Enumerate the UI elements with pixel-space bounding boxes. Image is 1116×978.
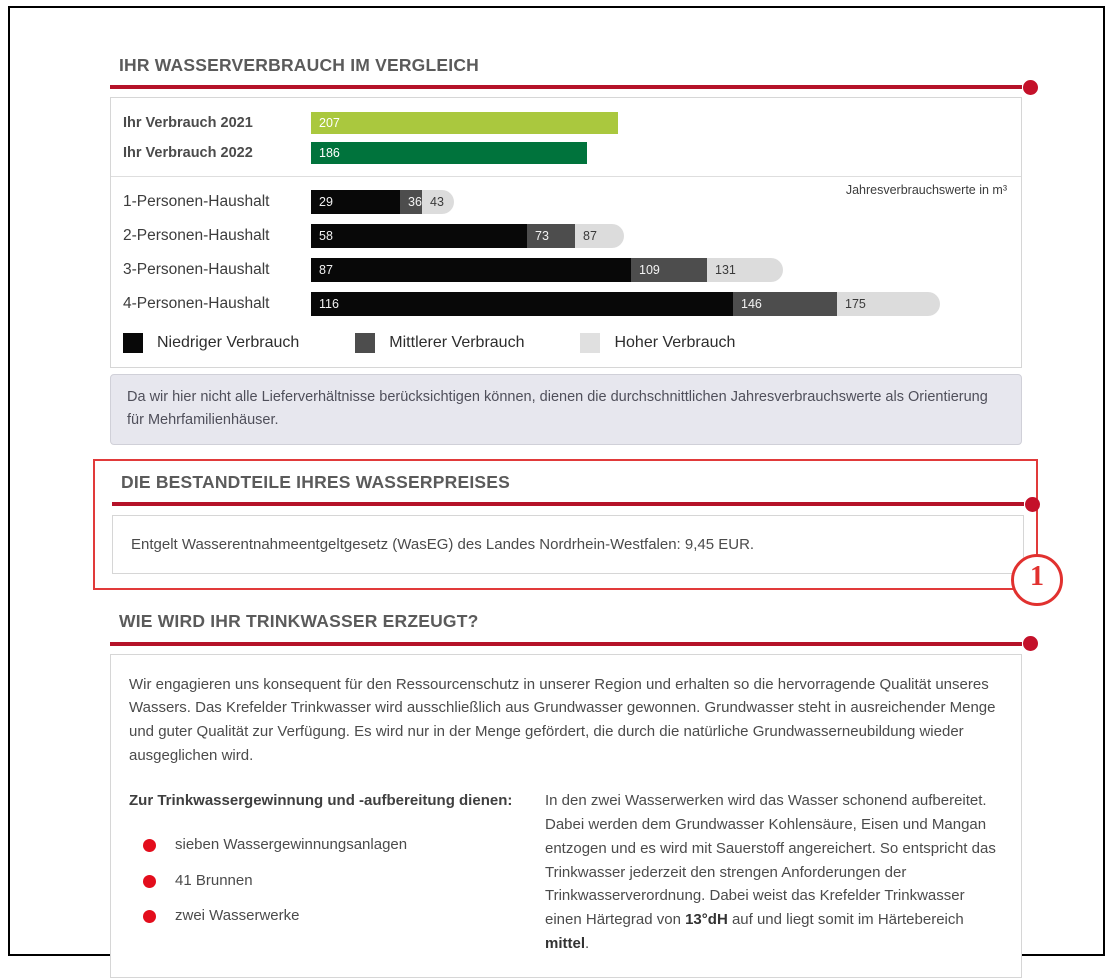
bar-segment-high: 131 <box>707 258 783 282</box>
stacked-bar-1-person <box>311 190 454 214</box>
sub-heading: Zur Trinkwassergewinnung und -aufbereitung dienen: <box>129 792 513 810</box>
legend-item-low <box>123 333 299 353</box>
bar-area <box>311 108 1021 138</box>
bar-segment-low: 29 <box>311 190 400 214</box>
bar-own-2022: 186 <box>311 142 587 164</box>
bar-area <box>311 287 1021 321</box>
bar-area <box>311 253 1021 287</box>
facility-list <box>129 835 539 926</box>
stacked-bar-3-person <box>311 258 783 282</box>
table-row <box>111 138 1021 168</box>
legend-swatch-icon <box>355 333 375 353</box>
document-content <box>110 55 1044 978</box>
bar-segment-mid: 109 <box>631 258 707 282</box>
row-label: 4-Personen-Haushalt <box>123 295 270 313</box>
unit-note: Jahresverbrauchswerte in m³ <box>845 183 1007 198</box>
page-title: IHR WASSERVERBRAUCH IM VERGLEICH <box>119 55 479 75</box>
list-item <box>129 835 539 855</box>
bullet-dot-icon <box>143 875 156 888</box>
table-row <box>111 185 1021 219</box>
row-label: Ihr Verbrauch 2022 <box>123 145 253 162</box>
bar-segment-high: 175 <box>837 292 940 316</box>
right-column <box>539 789 1003 955</box>
bar-segment-low: 87 <box>311 258 631 282</box>
section-title-water-production: WIE WIRD IHR TRINKWASSER ERZEUGT? <box>119 611 479 632</box>
hardness-value: 13°dH <box>685 910 728 928</box>
heading-rule <box>110 642 1022 646</box>
consumption-chart-card <box>110 97 1022 368</box>
left-column <box>129 789 539 955</box>
intro-paragraph: Wir engagieren uns konsequent für den Ressourcenschutz in unserer Region und erhalten so die hervorragende Qualität unseres Wassers. Das Krefelder Trinkwasser wird ausschließlich aus Grundwasser gewonnen. Grundwasser steht in ausreichender Menge und guter Qualität zur Verfügung. Es wird nur in der Menge gefördert, die durch die natürliche Grundwasserneubildung wieder ausgeglichen wird. <box>129 675 996 764</box>
bar-area <box>311 138 1021 168</box>
stacked-bar-2-person <box>311 224 624 248</box>
list-item-label: zwei Wasserwerke <box>175 907 300 925</box>
bar-segment-mid: 73 <box>527 224 575 248</box>
bar-area <box>311 219 1021 253</box>
section-comparison <box>110 56 1040 445</box>
row-label: 1-Personen-Haushalt <box>123 193 270 211</box>
legend-label: Mittlerer Verbrauch <box>389 334 525 352</box>
legend-label: Niedriger Verbrauch <box>157 334 300 352</box>
treatment-paragraph <box>545 789 1003 955</box>
section-price-components <box>93 459 1044 593</box>
list-item <box>129 871 539 891</box>
hardness-range: mittel <box>545 934 586 952</box>
list-item-label: 41 Brunnen <box>175 871 253 889</box>
treatment-text-part-3: . <box>585 934 590 952</box>
rule-dot-icon <box>1023 80 1038 95</box>
disclaimer-note: Da wir hier nicht alle Lieferverhältnisse berücksichtigen können, dienen die durchschnittlichen Jahresverbrauchswerte als Orientierung für Mehrfamilienhäuser. <box>110 374 1022 445</box>
bar-area <box>311 185 1021 219</box>
table-row <box>111 287 1021 321</box>
row-label: 2-Personen-Haushalt <box>123 227 270 245</box>
rule-dot-icon <box>1025 497 1040 512</box>
bar-segment-mid: 36 <box>400 190 422 214</box>
bar-segment-low: 58 <box>311 224 527 248</box>
own-consumption-rows <box>111 98 1021 177</box>
legend-item-mid <box>355 333 524 353</box>
list-item <box>129 906 539 926</box>
row-label: Ihr Verbrauch 2021 <box>123 115 253 132</box>
rule-dot-icon <box>1023 636 1038 651</box>
table-row <box>111 253 1021 287</box>
bar-segment-high: 43 <box>422 190 454 214</box>
legend-swatch-icon <box>123 333 143 353</box>
bar-own-2021: 207 <box>311 112 618 134</box>
legend-label: Hoher Verbrauch <box>614 334 736 352</box>
bullet-dot-icon <box>143 910 156 923</box>
table-row <box>111 108 1021 138</box>
table-row <box>111 219 1021 253</box>
household-benchmark-rows <box>111 177 1021 323</box>
treatment-text-part-2: auf und liegt somit im Härtebereich <box>727 910 964 928</box>
heading-rule <box>110 85 1022 89</box>
row-label: 3-Personen-Haushalt <box>123 261 270 279</box>
legend-swatch-icon <box>580 333 600 353</box>
price-component-entry: Entgelt Wasserentnahmeentgeltgesetz (WasEG) des Landes Nordrhein-Westfalen: 9,45 EUR. <box>112 515 1024 574</box>
stacked-bar-4-person <box>311 292 940 316</box>
treatment-text-part-1: In den zwei Wasserwerken wird das Wasser schonend aufbereitet. Dabei werden dem Grundwasser Kohlensäure, Eisen und Mangan entzogen und es wird mit Sauerstoff angereichert. So entspricht das Trinkwasser jederzeit den strengen Anforderungen der Trinkwasserverordnung. Dabei weist das Krefelder Trinkwasser einen Härtegrad von <box>545 792 996 928</box>
list-item-label: sieben Wassergewinnungsanlagen <box>175 836 408 854</box>
bar-segment-low: 116 <box>311 292 733 316</box>
water-production-card <box>110 654 1022 978</box>
section-water-production <box>110 612 1040 978</box>
legend-item-high <box>580 333 735 353</box>
chart-legend <box>111 323 1021 367</box>
bullet-dot-icon <box>143 839 156 852</box>
two-column-area <box>129 789 1003 955</box>
page-frame <box>8 6 1105 956</box>
bar-segment-mid: 146 <box>733 292 837 316</box>
heading-rule <box>112 502 1024 506</box>
bar-segment-high: 87 <box>575 224 624 248</box>
annotation-marker-1: 1 <box>1011 554 1063 606</box>
section-title-price-components: DIE BESTANDTEILE IHRES WASSERPREISES <box>121 472 511 493</box>
